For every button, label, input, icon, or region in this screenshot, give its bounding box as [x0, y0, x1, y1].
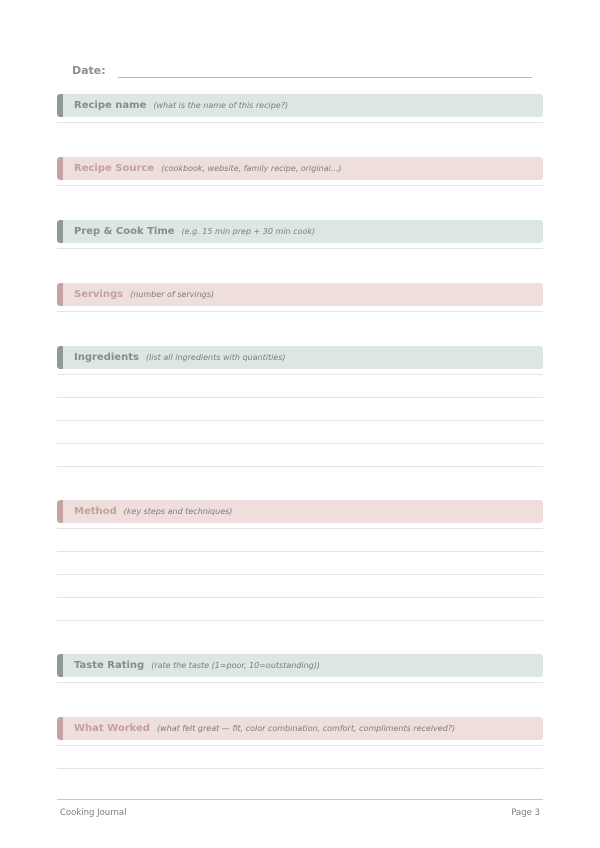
- writing-line[interactable]: [57, 375, 543, 398]
- footer-page-number: Page 3: [511, 808, 540, 818]
- section-taste-rating: [57, 654, 543, 683]
- section-recipe-name: [57, 94, 543, 123]
- section-hint: (number of servings): [130, 290, 215, 299]
- section-header: [57, 157, 543, 180]
- footer-journal-title: Cooking Journal: [60, 808, 127, 818]
- date-input-line[interactable]: [118, 77, 532, 78]
- section-title: Method: [74, 506, 117, 517]
- page-footer: [57, 799, 543, 818]
- section-title: Prep & Cook Time: [74, 226, 175, 237]
- accent-bar: [57, 346, 63, 369]
- accent-bar: [57, 654, 63, 677]
- section-hint: (cookbook, website, family recipe, original...): [161, 164, 342, 173]
- section-header: [57, 717, 543, 740]
- writing-line[interactable]: [57, 180, 543, 186]
- section-header: [57, 500, 543, 523]
- section-hint: (list all ingredients with quantities): [145, 353, 286, 362]
- accent-bar: [57, 157, 63, 180]
- writing-line[interactable]: [57, 598, 543, 621]
- section-title: What Worked: [74, 723, 150, 734]
- section-title: Taste Rating: [74, 660, 145, 671]
- accent-bar: [57, 717, 63, 740]
- writing-line[interactable]: [57, 575, 543, 598]
- writing-line[interactable]: [57, 444, 543, 467]
- section-what-worked: [57, 717, 543, 769]
- date-row: [72, 62, 532, 80]
- section-title: Recipe name: [74, 100, 147, 111]
- writing-line[interactable]: [57, 243, 543, 249]
- section-hint: (key steps and techniques): [123, 507, 233, 516]
- writing-line[interactable]: [57, 746, 543, 769]
- section-title: Recipe Source: [74, 163, 155, 174]
- accent-bar: [57, 500, 63, 523]
- date-label: Date:: [72, 64, 106, 77]
- accent-bar: [57, 94, 63, 117]
- section-header: [57, 220, 543, 243]
- section-header: [57, 94, 543, 117]
- section-prep-cook-time: [57, 220, 543, 249]
- section-header: [57, 346, 543, 369]
- section-hint: (what is the name of this recipe?): [153, 101, 289, 110]
- section-hint: (rate the taste (1=poor, 10=outstanding)): [151, 661, 320, 670]
- accent-bar: [57, 283, 63, 306]
- writing-line[interactable]: [57, 529, 543, 552]
- section-servings: [57, 283, 543, 312]
- section-method: [57, 500, 543, 621]
- writing-line[interactable]: [57, 552, 543, 575]
- section-header: [57, 283, 543, 306]
- section-ingredients: [57, 346, 543, 467]
- section-title: Ingredients: [74, 352, 139, 363]
- writing-line[interactable]: [57, 117, 543, 123]
- section-header: [57, 654, 543, 677]
- writing-line[interactable]: [57, 421, 543, 444]
- writing-line[interactable]: [57, 306, 543, 312]
- section-hint: (what felt great — fit, color combination, comfort, compliments received?): [156, 724, 456, 733]
- section-title: Servings: [74, 289, 124, 300]
- writing-line[interactable]: [57, 398, 543, 421]
- writing-line[interactable]: [57, 677, 543, 683]
- section-recipe-source: [57, 157, 543, 186]
- accent-bar: [57, 220, 63, 243]
- section-hint: (e.g. 15 min prep + 30 min cook): [181, 227, 316, 236]
